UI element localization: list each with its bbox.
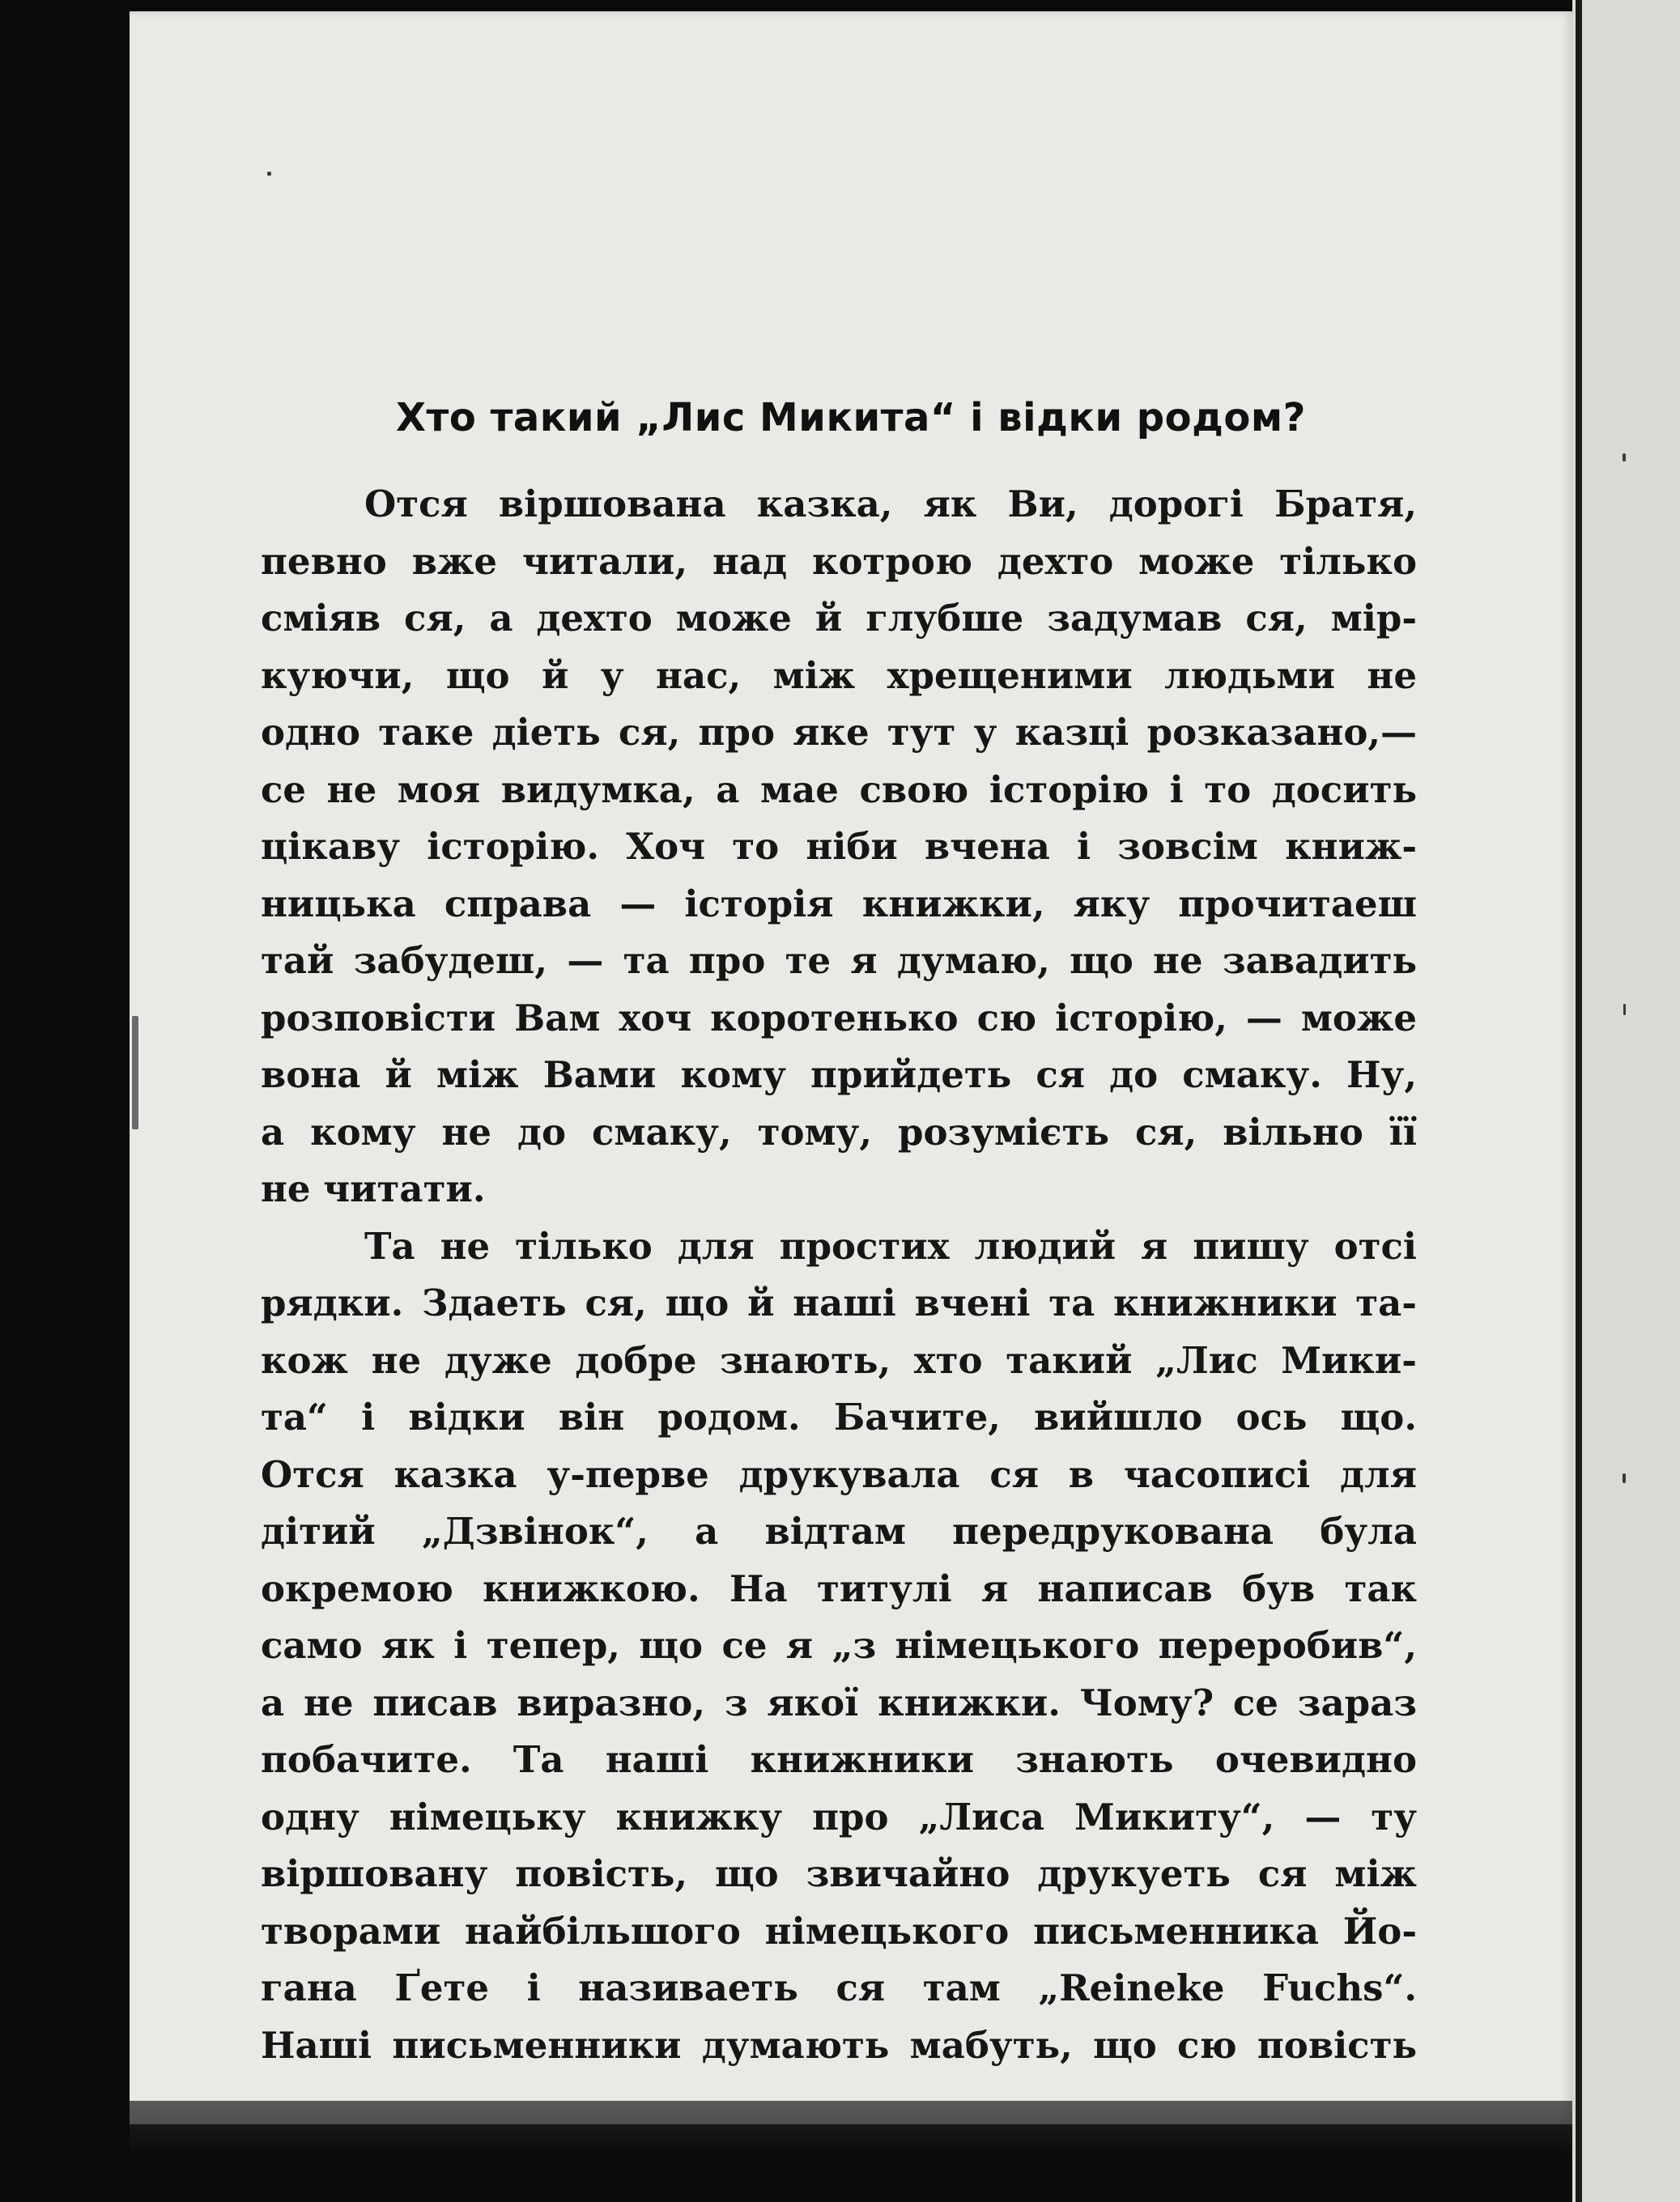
text-line: одну німецьку книжку про „Лиса Микиту“, — ту <box>261 1795 1417 1839</box>
scan-speck <box>132 1016 138 1129</box>
text-line: Та не тілько для простих людий я пишу отсі <box>364 1224 1417 1268</box>
text-line: куючи, що й у нас, між хрещеними людьми не <box>261 653 1417 697</box>
text-line: розповісти Вам хоч коротенько сю історію, — може <box>261 996 1417 1039</box>
paragraph-1 <box>261 476 1417 1218</box>
text-line: тай забудеш, — та про те я думаю, що не завадить <box>261 939 1417 982</box>
text-line: одно таке діеть ся, про яке тут у казці розказано,— <box>261 711 1417 754</box>
text-line: ницька справа — історія книжки, яку прочитаеш <box>261 882 1417 925</box>
next-page-edge <box>1572 0 1680 2202</box>
text-line: рядки. Здаеть ся, що й наші вчені та книжники та- <box>261 1282 1417 1324</box>
text-line: окремою книжкою. На титулі я написав був так <box>261 1566 1417 1610</box>
text-line: кож не дуже добре знають, хто такий „Лис Мики- <box>261 1338 1417 1382</box>
text-line: побачите. Та наші книжники знають очевидно <box>261 1738 1417 1781</box>
text-line: Отся казка у-перве друкувала ся в часописі для <box>261 1452 1417 1496</box>
scan-speck <box>1623 453 1626 461</box>
scan-speck <box>1623 1004 1626 1015</box>
page-bottom-shadow <box>130 2101 1572 2157</box>
paragraph-2 <box>261 1218 1417 2075</box>
text-line: само як і тепер, що се я „з німецького переробив“, <box>261 1624 1417 1667</box>
chapter-heading: Хто такий „Лис Микита“ і відки родом? <box>396 395 1306 440</box>
body-text <box>261 476 1417 2074</box>
text-line: та“ і відки він родом. Бачите, вийшло ось що. <box>261 1396 1417 1439</box>
page-binding-edge <box>1576 0 1582 2202</box>
text-line: а кому не до смаку, тому, розумієть ся, вільно її <box>261 1110 1417 1154</box>
text-line: се не моя видумка, а мае свою історію і то досить <box>261 767 1417 811</box>
text-line: сміяв ся, а дехто може й глубше задумав ся, мір- <box>261 597 1417 640</box>
text-line: творами найбільшого німецького письменника Йо- <box>261 1909 1417 1953</box>
text-line: не читати. <box>261 1167 486 1210</box>
text-line: Наші письменники думають мабуть, що сю повість <box>261 2023 1417 2067</box>
text-line: гана Ґете і називаеть ся там „Reineke Fuchs“. <box>261 1966 1417 2009</box>
text-line: певно вже читали, над котрою дехто може тілько <box>261 539 1417 583</box>
text-line: Отся віршована казка, як Ви, дорогі Братя, <box>364 482 1417 525</box>
text-line: цікаву історію. Хоч то ніби вчена і зовсім книж- <box>261 825 1417 868</box>
text-line: а не писав виразно, з якої книжки. Чому? се зараз <box>261 1681 1417 1724</box>
scan-speck <box>1623 1473 1626 1483</box>
text-line: віршовану повість, що звичайно друкуеть ся між <box>261 1852 1417 1895</box>
scan-speck <box>267 172 271 176</box>
text-line: дітий „Дзвінок“, а відтам передрукована була <box>261 1510 1417 1553</box>
text-line: вона й між Вами кому прийдеть ся до смаку. Ну, <box>261 1053 1417 1096</box>
